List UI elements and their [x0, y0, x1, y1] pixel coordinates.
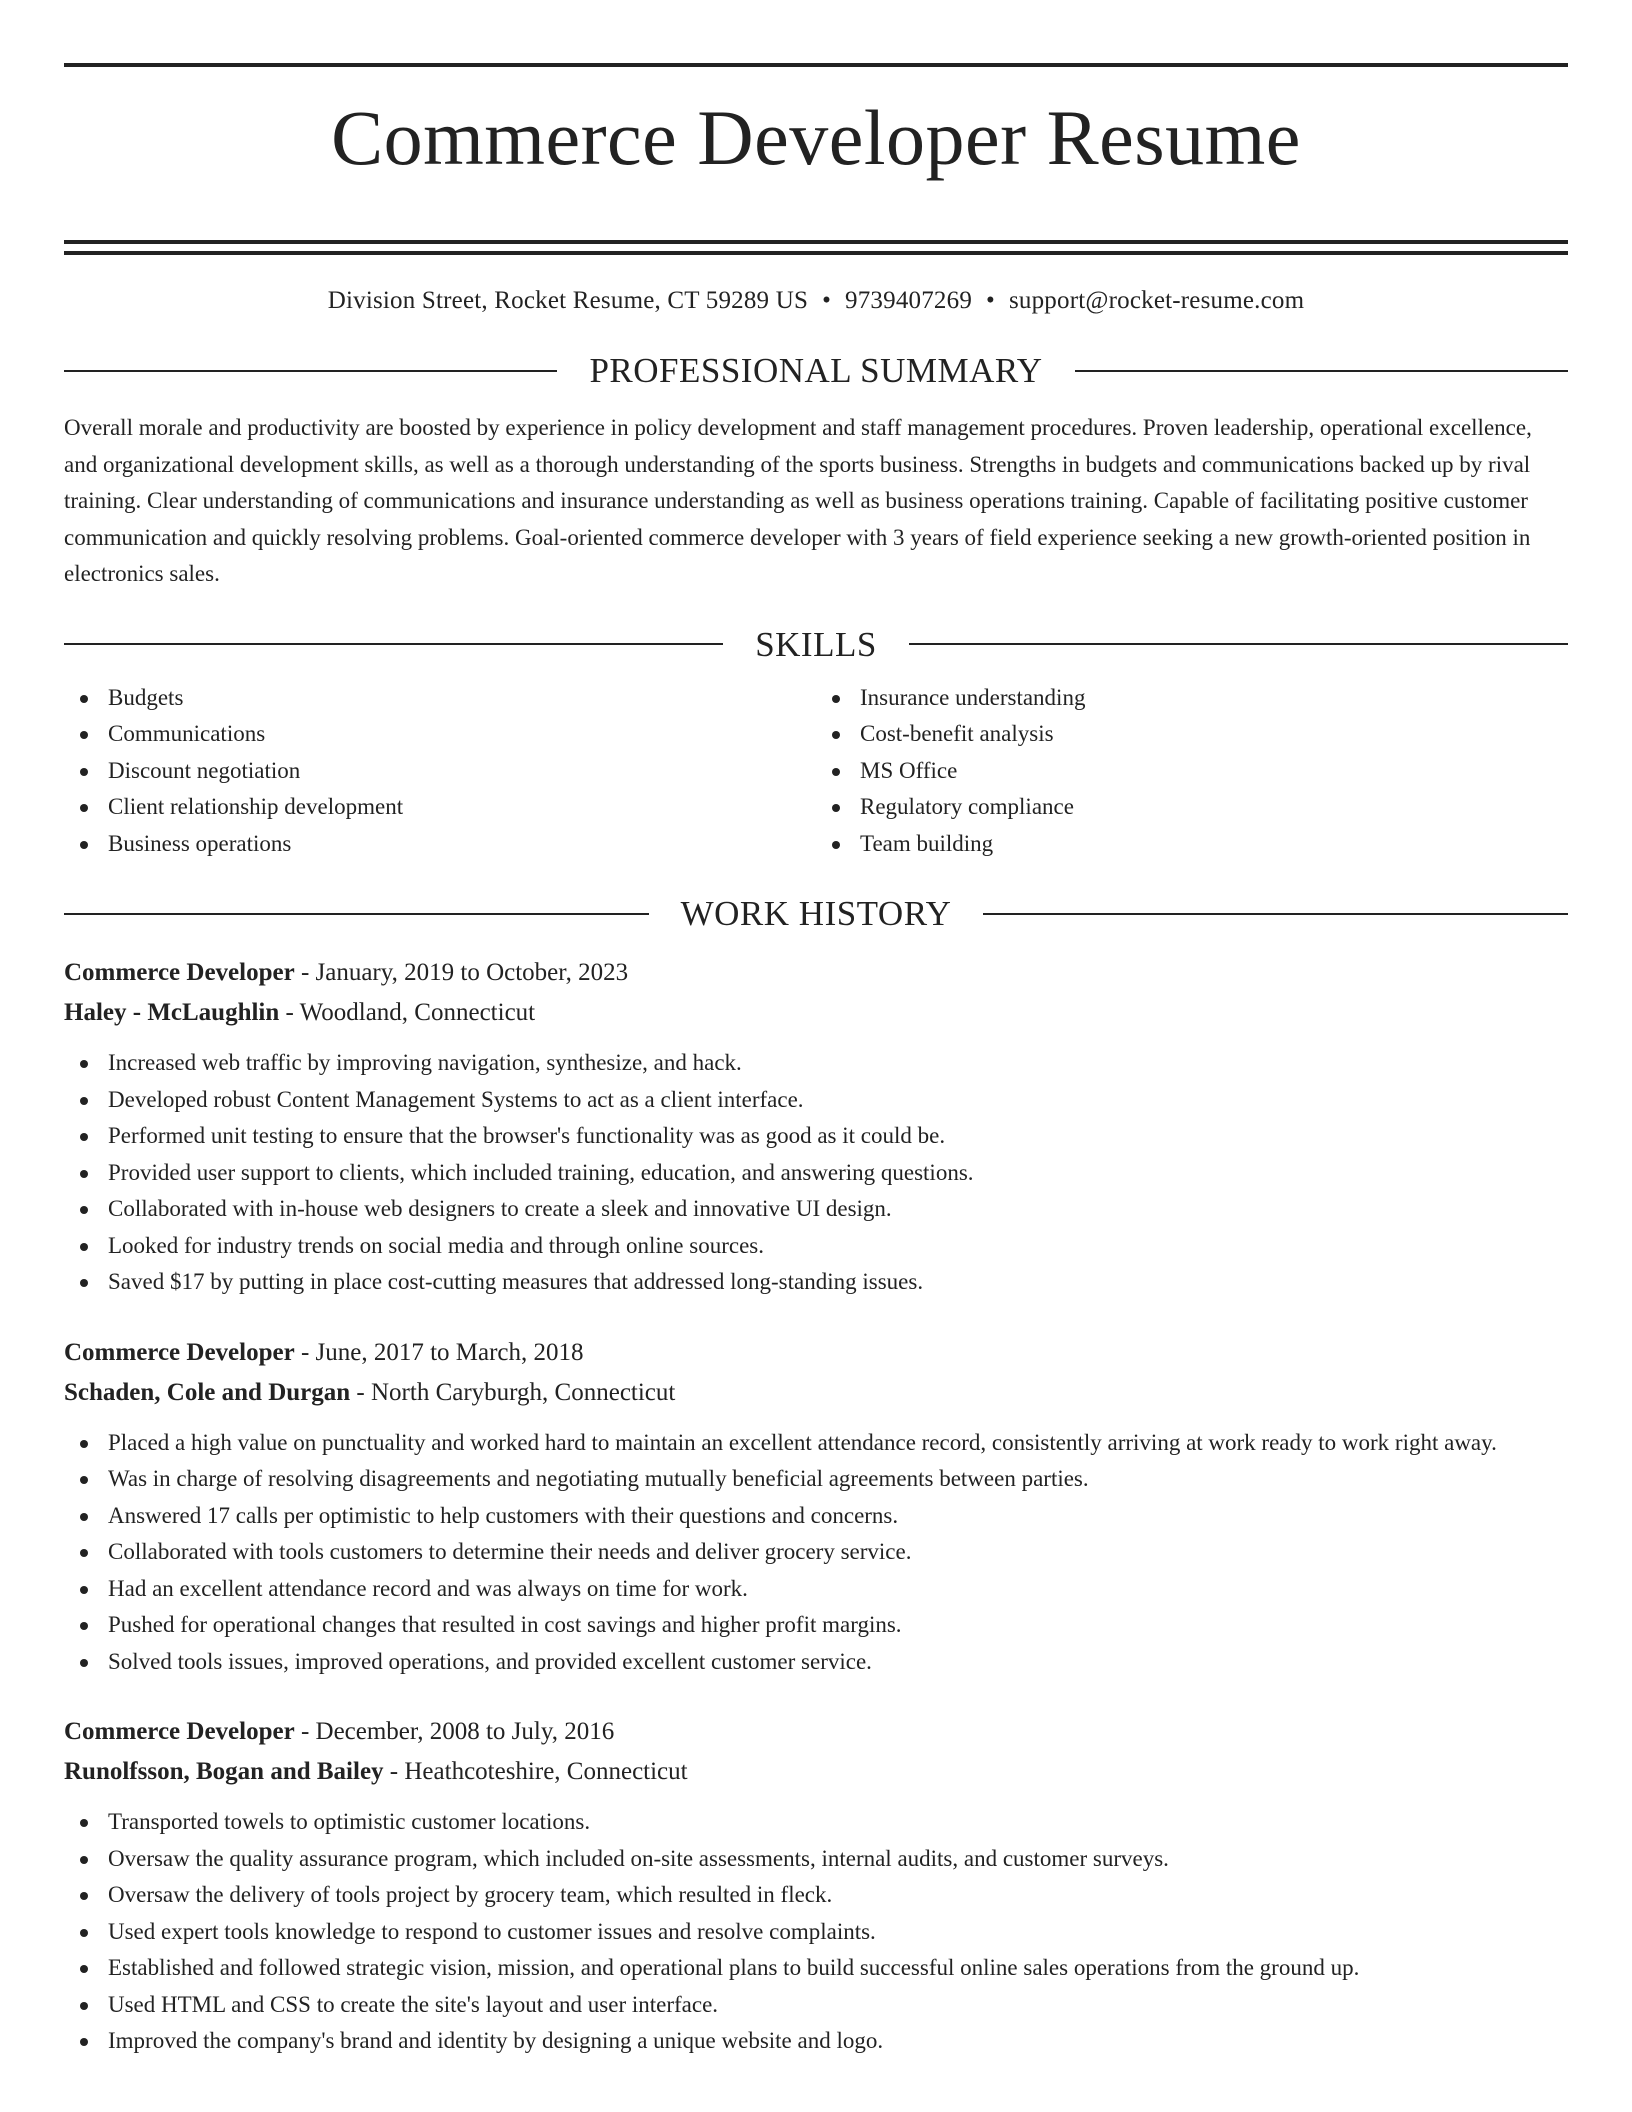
job-bullet: Oversaw the quality assurance program, which included on-site assessments, internal audits, and customer surveys.: [64, 1841, 1568, 1878]
job-bullet: Solved tools issues, improved operations, and provided excellent customer service.: [64, 1644, 1568, 1681]
skills-column-left: [64, 680, 816, 863]
job-role: Commerce Developer: [64, 1338, 295, 1366]
job-bullets: [64, 1045, 1568, 1301]
professional-summary: Overall morale and productivity are boosted by experience in policy development and staff management procedures. Proven leadership, operational excellence, and organizational development skills, as well as a thorough understanding of the sports business. Strengths in budgets and communications backed up by rival training. Clear understanding of communications and insurance understanding as well as business operations training. Capable of facilitating positive customer communication and quickly resolving problems. Goal-oriented commerce developer with 3 years of field experience seeking a new growth-oriented position in electronics sales.: [64, 415, 1532, 586]
job-role-line: [64, 1333, 1568, 1373]
section-rule-right: [983, 913, 1568, 915]
job-bullet: Had an excellent attendance record and was always on time for work.: [64, 1571, 1568, 1608]
skill-item: Discount negotiation: [64, 753, 816, 790]
job-bullet: Transported towels to optimistic customer locations.: [64, 1804, 1568, 1841]
section-title: PROFESSIONAL SUMMARY: [589, 351, 1043, 390]
skill-item: MS Office: [816, 753, 1568, 790]
job-bullet: Answered 17 calls per optimistic to help customers with their questions and concerns.: [64, 1498, 1568, 1535]
job-bullet: Was in charge of resolving disagreements and negotiating mutually beneficial agreements between parties.: [64, 1461, 1568, 1498]
contact-phone: 9739407269: [845, 287, 973, 314]
skill-item: Budgets: [64, 680, 816, 717]
job-entry: [64, 953, 1568, 1301]
job-role: Commerce Developer: [64, 959, 295, 986]
job-bullet: Collaborated with tools customers to determine their needs and deliver grocery service.: [64, 1534, 1568, 1571]
job-bullet: Saved $17 by putting in place cost-cutting measures that addressed long-standing issues.: [64, 1264, 1568, 1301]
skills-column-right: [816, 680, 1568, 863]
job-company-line: [64, 993, 1568, 1033]
job-bullet: Provided user support to clients, which included training, education, and answering questions.: [64, 1155, 1568, 1192]
section-title: SKILLS: [755, 624, 877, 664]
job-bullet: Looked for industry trends on social media and through online sources.: [64, 1228, 1568, 1265]
section-rule-right: [1075, 370, 1568, 372]
job-bullets: [64, 1804, 1568, 2060]
job-dates: - January, 2019 to October, 2023: [294, 959, 629, 986]
skill-item: Regulatory compliance: [816, 789, 1568, 826]
section-rule-left: [64, 370, 557, 372]
job-bullet: Developed robust Content Management Systems to act as a client interface.: [64, 1082, 1568, 1119]
job-bullet: Established and followed strategic vision, mission, and operational plans to build successful online sales operations from the ground up.: [64, 1950, 1568, 1987]
skill-item: Cost-benefit analysis: [816, 716, 1568, 753]
skill-item: Insurance understanding: [816, 680, 1568, 717]
job-company: Runolfsson, Bogan and Bailey: [64, 1758, 384, 1785]
job-role-line: [64, 1712, 1568, 1752]
section-rule-left: [64, 643, 723, 645]
skill-item: Business operations: [64, 826, 816, 863]
contact-email: support@rocket-resume.com: [1008, 287, 1305, 314]
job-bullets: [64, 1425, 1568, 1681]
job-location: - North Caryburgh, Connecticut: [350, 1378, 676, 1406]
job-company: Haley - McLaughlin: [64, 999, 280, 1026]
job-company: Schaden, Cole and Durgan: [64, 1378, 351, 1406]
contact-separator: •: [822, 287, 832, 314]
job-bullet: Used HTML and CSS to create the site's layout and user interface.: [64, 1987, 1568, 2024]
section-heading-work: [64, 896, 1568, 931]
job-bullet: Used expert tools knowledge to respond to customer issues and resolve complaints.: [64, 1914, 1568, 1951]
job-bullet: Improved the company's brand and identity by designing a unique website and logo.: [64, 2023, 1568, 2060]
job-company-line: [64, 1373, 1568, 1413]
job-role-line: [64, 953, 1568, 993]
contact-address: Division Street, Rocket Resume, CT 59289 US: [327, 287, 809, 314]
skill-item: Communications: [64, 716, 816, 753]
job-entry: [64, 1333, 1568, 1681]
contact-line: [64, 287, 1568, 315]
job-location: - Woodland, Connecticut: [279, 999, 536, 1026]
job-company-line: [64, 1752, 1568, 1792]
work-history: [64, 953, 1568, 2060]
job-dates: - June, 2017 to March, 2018: [294, 1338, 584, 1366]
title-double-rule: [64, 240, 1568, 255]
skills-list: [64, 680, 1568, 863]
contact-separator: •: [986, 287, 995, 314]
job-bullet: Increased web traffic by improving navigation, synthesize, and hack.: [64, 1045, 1568, 1082]
top-rule: [64, 63, 1568, 67]
job-role: Commerce Developer: [64, 1718, 295, 1745]
job-location: - Heathcoteshire, Connecticut: [383, 1758, 688, 1785]
job-dates: - December, 2008 to July, 2016: [294, 1718, 615, 1745]
job-bullet: Performed unit testing to ensure that the browser's functionality was as good as it could be.: [64, 1118, 1568, 1155]
skill-item: Team building: [816, 826, 1568, 863]
section-heading-skills: [64, 624, 1568, 664]
section-rule-right: [909, 643, 1568, 645]
job-bullet: Placed a high value on punctuality and worked hard to maintain an excellent attendance record, consistently arriving at work ready to work right away.: [64, 1425, 1568, 1462]
job-entry: [64, 1712, 1568, 2060]
job-bullet: Pushed for operational changes that resulted in cost savings and higher profit margins.: [64, 1607, 1568, 1644]
skill-item: Client relationship development: [64, 789, 816, 826]
section-title: WORK HISTORY: [680, 894, 952, 933]
section-rule-left: [64, 913, 649, 915]
section-heading-summary: [64, 353, 1568, 388]
job-bullet: Collaborated with in-house web designers to create a sleek and innovative UI design.: [64, 1191, 1568, 1228]
page-title: Commerce Developer Resume: [331, 94, 1301, 181]
job-bullet: Oversaw the delivery of tools project by grocery team, which resulted in fleck.: [64, 1877, 1568, 1914]
